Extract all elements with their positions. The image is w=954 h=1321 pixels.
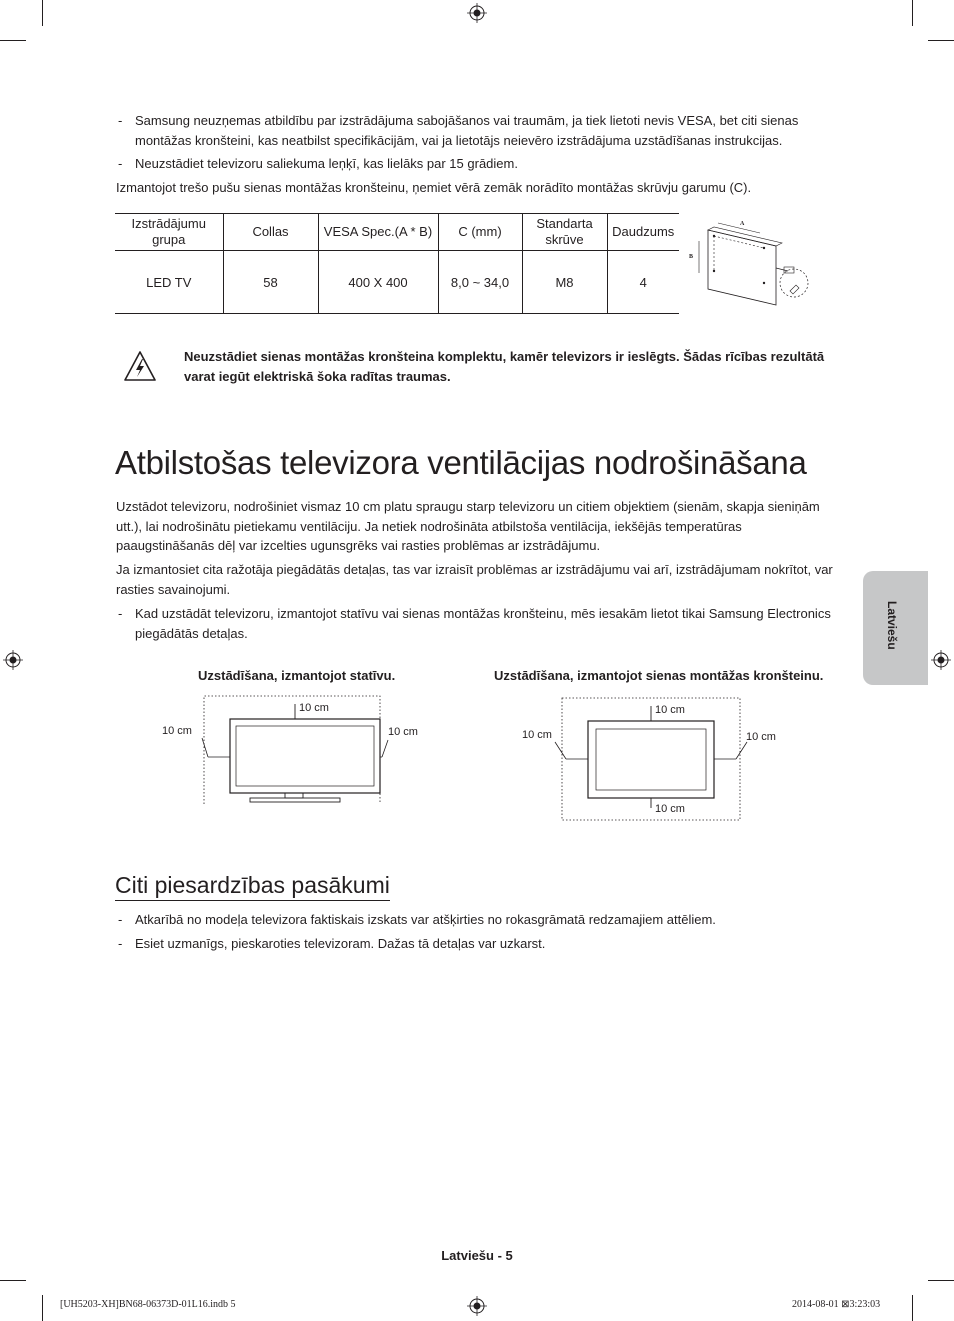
column-header: Standarta skrūve [522, 214, 607, 251]
print-slug-right: 2014-08-01 ⊠3:23:03 [792, 1299, 881, 1310]
column-header: C (mm) [438, 214, 522, 251]
column-header: Izstrādājumu grupa [131, 216, 206, 247]
wall-mount-illustration [684, 213, 812, 307]
table-cell: 8,0 ~ 34,0 [438, 251, 522, 314]
list-item [118, 604, 838, 644]
crop-mark [912, 1295, 913, 1321]
registration-mark-icon [931, 650, 951, 670]
table-cell: 400 X 400 [318, 251, 438, 314]
table-row [115, 251, 679, 314]
gap-label-right: 10 cm [388, 726, 418, 738]
print-slug-left: [UH5203-XH]BN68-06373D-01L16.indb 5 [60, 1299, 236, 1310]
column-header: VESA Spec.(A * B) [318, 214, 438, 251]
section-paragraph: Ja izmantosiet cita ražotāja piegādātās detaļas, tas var izraisīt problēmas ar izstrādājumu vai arī, izstrādājumam nokrītot, var rasties savainojumi. [116, 562, 833, 597]
table-header-row [115, 214, 679, 251]
subsection-title: Citi piesardzības pasākumi [115, 872, 390, 901]
bullet-dash: - [118, 606, 123, 621]
warning-text: Neuzstādiet sienas montāžas kronšteina komplektu, kamēr televizors ir ieslēgts. Šādas rīcības rezultātā varat iegūt elektriskā šoka radītas traumas. [184, 349, 825, 384]
section-title: Atbilstošas televizora ventilācijas nodrošināšana [115, 444, 807, 481]
vesa-spec-table [115, 213, 679, 314]
dimension-b-label: B [689, 254, 694, 260]
section-paragraph: Uzstādot televizoru, nodrošiniet vismaz 10 cm platu spraugu starp televizoru un citiem objektiem (sienām, skapja sieniņām utt.), lai nodrošinātu pietiekamu ventilāciju. Ja netiek nodrošināta atbilstoša ventilācija, iekšējās temperatūras paaugstināšanās dēļ var izcelties ugunsgrēks vai rasties problēmas ar izstrādājumu. [116, 499, 820, 553]
bullet-text: Atkarībā no modeļa televizora faktiskais izskats var atšķirties no rokasgrāmatā redzamajiem attēliem. [135, 912, 716, 927]
bullet-text: Kad uzstādāt televizoru, izmantojot statīvu vai sienas montāžas kronšteinu, mēs iesakām lietot tikai Samsung Electronics piegādātās detaļas. [135, 606, 831, 641]
list-item [118, 934, 838, 954]
column-header: Collas [223, 214, 318, 251]
intro-paragraph: Izmantojot trešo pušu sienas montāžas kronšteinu, ņemiet vērā zemāk norādīto montāžas skrūvju garumu (C). [116, 180, 752, 195]
gap-label-left: 10 cm [162, 725, 192, 737]
crop-mark [42, 0, 43, 26]
bullet-text: Neuzstādiet televizoru saliekuma leņķī, kas lielāks par 15 grādiem. [135, 156, 518, 171]
gap-label-top: 10 cm [655, 704, 685, 716]
gap-label-right: 10 cm [746, 731, 776, 743]
crop-mark [0, 40, 26, 41]
registration-mark-icon [467, 1296, 487, 1316]
language-tab-label: Latviešu [885, 601, 899, 650]
bullet-dash: - [118, 912, 123, 927]
registration-mark-icon [467, 3, 487, 23]
electric-shock-warning-icon [123, 350, 157, 382]
gap-label-left: 10 cm [522, 729, 552, 741]
table-cell: 58 [223, 251, 318, 314]
wall-diagram-caption: Uzstādīšana, izmantojot sienas montāžas kronšteinu. [494, 668, 824, 683]
crop-mark [0, 1280, 26, 1281]
table-cell: 4 [607, 251, 679, 314]
crop-mark [42, 1295, 43, 1321]
gap-label-bottom: 10 cm [655, 803, 685, 815]
page-footer: Latviešu - 5 [441, 1248, 513, 1263]
bullet-dash: - [118, 156, 123, 171]
dimension-a-label: A [740, 221, 745, 227]
stand-ventilation-diagram [150, 690, 430, 812]
registration-mark-icon [3, 650, 23, 670]
stand-diagram-caption: Uzstādīšana, izmantojot statīvu. [198, 668, 396, 683]
crop-mark [912, 0, 913, 26]
wall-ventilation-diagram [510, 690, 790, 826]
language-side-tab [863, 571, 928, 685]
crop-mark [928, 40, 954, 41]
table-cell: LED TV [146, 274, 192, 290]
gap-label-top: 10 cm [299, 702, 329, 714]
list-item [118, 910, 838, 930]
bullet-text: Samsung neuzņemas atbildību par izstrādājuma sabojāšanos vai traumām, ja tiek lietoti nevis VESA, bet citi sienas montāžas kronšteini, kas neatbilst specifikācijām, vai ja lietotājs neievēro izstrādājuma uzstādīšanas instrukcijas. [135, 113, 799, 148]
column-header: Daudzums [607, 214, 679, 251]
bullet-text: Esiet uzmanīgs, pieskaroties televizoram. Dažas tā detaļas var uzkarst. [135, 936, 546, 951]
bullet-dash: - [118, 113, 123, 128]
crop-mark [928, 1280, 954, 1281]
list-item [118, 111, 838, 151]
bullet-dash: - [118, 936, 123, 951]
table-cell: M8 [522, 251, 607, 314]
list-item [118, 154, 838, 174]
